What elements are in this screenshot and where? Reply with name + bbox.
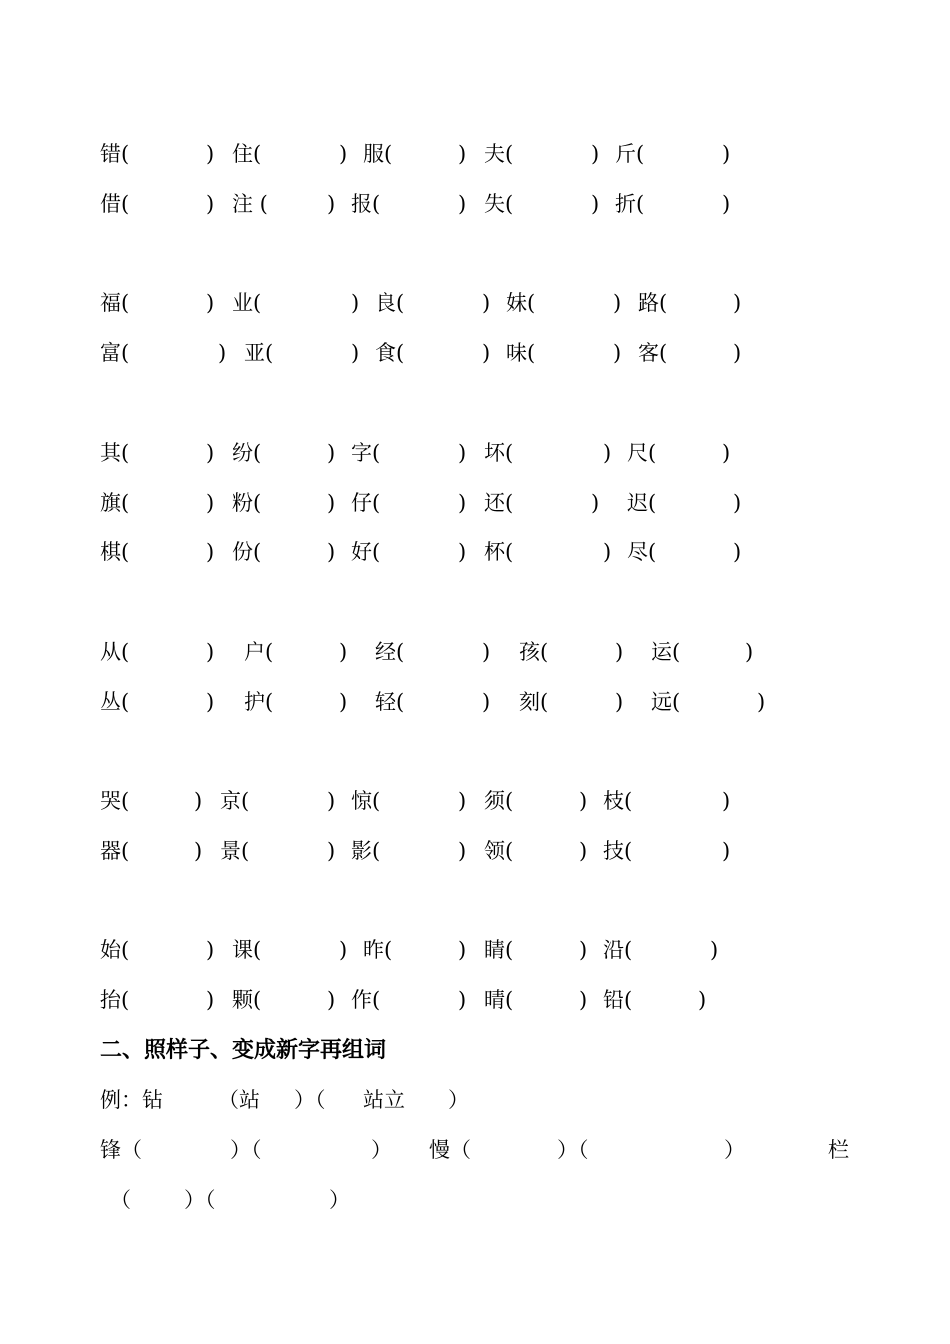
char-cell: 借( [100,192,130,216]
bracket-close: ) [339,938,348,962]
bracket-close: ) [482,640,491,664]
bracket-close: ) [722,192,731,216]
example-label: 例：钻 [100,1088,163,1112]
bracket-close: ) [327,839,336,863]
word-row [0,436,950,470]
bracket-close: ) [591,142,600,166]
bracket-close: ) [757,690,766,714]
bracket-close: ) [458,789,467,813]
bracket-close: ) [615,640,624,664]
word-row [0,137,950,171]
section-title: 二、照样子、变成新字再组词 [100,1038,387,1063]
char-cell: 领( [484,839,514,863]
bracket-close: ) [206,690,215,714]
char-cell: 颗( [232,988,262,1012]
char-cell: 轻( [375,690,405,714]
char-cell: 孩( [519,640,549,664]
bracket-close: ) [194,789,203,813]
char-cell: 还( [484,491,514,515]
char-cell: 服( [363,142,393,166]
bracket-close: ) [603,540,612,564]
bracket-close: ) [482,690,491,714]
bracket-close: ) [327,789,336,813]
char-cell: 妹( [506,291,536,315]
char-cell: 斤( [615,142,645,166]
char-cell: 京( [220,789,250,813]
bracket-close: ) [458,938,467,962]
example-answer-char: （站 [218,1088,260,1112]
char-cell: 良( [375,291,405,315]
word-row [0,535,950,569]
char-cell: 作( [351,988,381,1012]
bracket-close: ) [603,441,612,465]
bracket-close: ) [722,789,731,813]
char-cell: 其( [100,441,130,465]
bracket-close: ) [458,192,467,216]
char-cell: 哭( [100,789,130,813]
char-cell: 从( [100,640,130,664]
bracket-close: ） [371,1138,392,1162]
char-cell: 富( [100,341,130,365]
word-row [0,187,950,221]
char-cell: 运( [651,640,681,664]
char-cell: 抬( [100,988,130,1012]
bracket-close: ) [351,291,360,315]
bracket-close: ) [733,491,742,515]
char-cell: 迟( [627,491,657,515]
bracket-close: ) [591,491,600,515]
bracket-close: ) [458,441,467,465]
bracket-join: ）（ [294,1088,326,1112]
bracket-close: ) [327,192,336,216]
bracket-close: ) [339,142,348,166]
exercise-char: 锋（ [100,1138,142,1162]
bracket-close: ) [722,441,731,465]
bracket-close: ) [579,938,588,962]
char-cell: 仔( [351,491,381,515]
bracket-close: ) [206,192,215,216]
bracket-close: ) [745,640,754,664]
bracket-close: ) [458,540,467,564]
bracket-close: ) [327,540,336,564]
char-cell: 器( [100,839,130,863]
char-cell: 字( [351,441,381,465]
word-row [0,336,950,370]
bracket-join: ）（ [557,1138,589,1162]
bracket-close: ) [206,988,215,1012]
bracket-close: ) [579,789,588,813]
bracket-close: ) [733,540,742,564]
char-cell: 经( [375,640,405,664]
example-answer-word: 站立 [363,1088,405,1112]
exercise-char: 栏 [828,1138,849,1162]
bracket-close: ） [724,1138,745,1162]
char-cell: 始( [100,938,130,962]
bracket-close: ) [722,839,731,863]
word-row [0,685,950,719]
char-cell: 夫( [484,142,514,166]
char-cell: 错( [100,142,130,166]
bracket-close: ) [613,291,622,315]
char-cell: 好( [351,540,381,564]
char-cell: 失( [484,192,514,216]
bracket-close: ) [206,540,215,564]
bracket-close: ) [327,491,336,515]
bracket-close: ) [458,839,467,863]
word-row [0,983,950,1017]
char-cell: 份( [232,540,262,564]
char-cell: 户( [244,640,274,664]
char-cell: 旗( [100,491,130,515]
bracket-close: ) [206,441,215,465]
char-cell: 课( [232,938,262,962]
char-cell: 客( [638,341,668,365]
char-cell: 棋( [100,540,130,564]
char-cell: 护( [244,690,274,714]
bracket-close: ) [733,341,742,365]
char-cell: 枝( [603,789,633,813]
char-cell: 食( [375,341,405,365]
char-cell: 丛( [100,690,130,714]
bracket-close: ) [579,988,588,1012]
char-cell: 沿( [603,938,633,962]
word-row [0,784,950,818]
exercise-char: 慢（ [429,1138,471,1162]
char-cell: 远( [651,690,681,714]
bracket-open: （ [110,1188,131,1212]
char-cell: 晴( [484,988,514,1012]
bracket-close: ) [206,938,215,962]
char-cell: 折( [615,192,645,216]
bracket-close: ) [722,142,731,166]
bracket-join: ）（ [184,1188,216,1212]
word-row [0,486,950,520]
char-cell: 景( [220,839,250,863]
char-cell: 杯( [484,540,514,564]
exercise-row [0,1133,950,1167]
char-cell: 惊( [351,789,381,813]
bracket-close: ) [206,291,215,315]
bracket-close: ) [591,192,600,216]
char-cell: 尺( [627,441,657,465]
char-cell: 业( [232,291,262,315]
bracket-close: ) [339,690,348,714]
bracket-close: ) [218,341,227,365]
bracket-close: ) [482,341,491,365]
bracket-close: ) [327,441,336,465]
bracket-close: ) [206,142,215,166]
char-cell: 粉( [232,491,262,515]
bracket-close: ) [458,491,467,515]
exercise-row [0,1183,950,1217]
bracket-join: ）（ [230,1138,262,1162]
bracket-close: ) [194,839,203,863]
word-row [0,286,950,320]
bracket-close: ） [448,1088,469,1112]
word-row [0,933,950,967]
bracket-close: ) [615,690,624,714]
word-row [0,834,950,868]
bracket-close: ） [329,1188,350,1212]
char-cell: 住( [232,142,262,166]
char-cell: 纷( [232,441,262,465]
word-row [0,635,950,669]
example-row [0,1083,950,1117]
bracket-close: ) [613,341,622,365]
bracket-close: ) [458,142,467,166]
bracket-close: ) [339,640,348,664]
char-cell: 须( [484,789,514,813]
bracket-close: ) [710,938,719,962]
bracket-close: ) [733,291,742,315]
bracket-close: ) [351,341,360,365]
char-cell: 注 ( [232,192,268,216]
bracket-close: ) [206,491,215,515]
char-cell: 影( [351,839,381,863]
char-cell: 福( [100,291,130,315]
char-cell: 味( [506,341,536,365]
char-cell: 尽( [627,540,657,564]
char-cell: 睛( [484,938,514,962]
char-cell: 亚( [244,341,274,365]
char-cell: 路( [638,291,668,315]
char-cell: 铅( [603,988,633,1012]
bracket-close: ) [482,291,491,315]
bracket-close: ) [206,640,215,664]
char-cell: 昨( [363,938,393,962]
bracket-close: ) [458,988,467,1012]
char-cell: 坏( [484,441,514,465]
bracket-close: ) [698,988,707,1012]
char-cell: 报( [351,192,381,216]
char-cell: 刻( [519,690,549,714]
bracket-close: ) [327,988,336,1012]
bracket-close: ) [579,839,588,863]
char-cell: 技( [603,839,633,863]
